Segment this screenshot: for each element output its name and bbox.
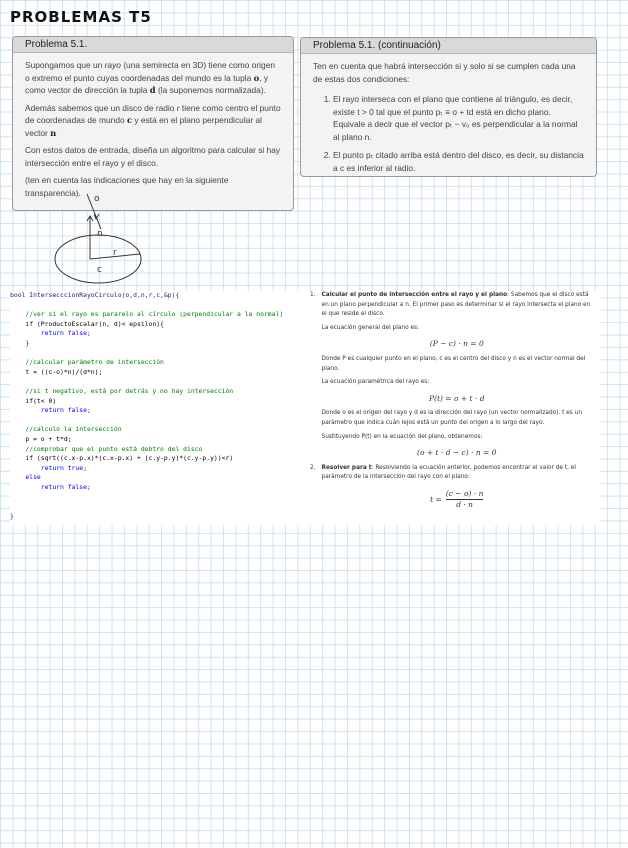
- code-line: return true;: [10, 463, 87, 472]
- code-line: return false;: [10, 482, 91, 491]
- radius-label: r: [113, 248, 117, 258]
- equation: (o + t · d − c) · n = 0: [417, 448, 497, 458]
- condition-item: 1. El rayo interseca con el plano que contiene al triángulo, es decir, existe t > 0 tal que el punto pₜ ≡ o + td está en dicho plano. Equivale a decir que el vector pₜ − v₀ es perpendicular a la normal al plano n.: [333, 93, 584, 143]
- code-line: [10, 377, 302, 387]
- solution-text: [302, 291, 600, 525]
- origin-label: o: [94, 194, 100, 204]
- code-line: if(t< 0): [10, 396, 57, 405]
- disk-sketch: [40, 192, 160, 287]
- text: La ecuación general del plano es:: [321, 324, 420, 331]
- code-line: if (sqrt((c.x-p.x)*(c.x-p.x) + (c.y-p.y)*(c.y-p.y))<r): [10, 454, 234, 463]
- condition-item: 2. El punto pₜ citado arriba está dentro del disco, es decir, su distancia a c es inferior al radio.: [333, 149, 584, 174]
- code-line: //calculo la intersección: [10, 425, 122, 434]
- step-2: Resolver para t: Resolviendo la ecuación anterior, podemos encontrar el valor de t, el parámetro de la intersección del rayo con el plano:: [321, 464, 576, 481]
- center-label: c: [97, 265, 102, 275]
- paragraph: Además sabemos que un disco de radio r tiene como centro el punto de coordenadas de mundo c y está en el plano perpendicular al vector n: [25, 102, 281, 138]
- code-line: //calcular parámetro de intersección: [10, 358, 164, 367]
- code-line: //ver si el rayo es pararelo al círculo (perpendicular a la normal): [10, 310, 284, 319]
- code-line: return false;: [10, 329, 91, 338]
- code-line: return false;: [10, 406, 91, 415]
- code-line: //si t negativo, está por detrás y no hay intersección: [10, 386, 234, 395]
- problem-box: [12, 36, 294, 211]
- page-title: PROBLEMAS T5: [10, 8, 152, 26]
- continuation-box: [300, 37, 597, 177]
- equation: (P − c) · n = 0: [429, 339, 484, 349]
- code-line: }: [10, 511, 14, 520]
- step-1: Calcular el punto de intersección entre el rayo y el plano: Sabemos que el disco está en un plano perpendicular a n. El primer paso es determinar si el rayo intersecta el plano en el que reside el disco.: [321, 292, 591, 318]
- code-line: t = ((c-o)*n)/(d*n);: [10, 367, 103, 376]
- code-line: [10, 301, 302, 311]
- code-line: [10, 416, 302, 426]
- paragraph: Supongamos que un rayo (una semirecta en 3D) tiene como origen o extremo el punto cuyas coordenadas del mundo es la tupla o, y como vector de dirección la tupla d (la suponemos normalizada).: [25, 60, 276, 95]
- code-line: p = o + t*d;: [10, 434, 72, 443]
- code-line: }: [10, 338, 30, 347]
- paragraph: (ten en cuenta las indicaciones que hay en la siguiente transparencia).: [25, 175, 229, 198]
- code-line: bool IntersecccionRayoCirculo(o,d,n,r,c,&p){: [10, 291, 180, 299]
- equation: P(t) = o + t · d: [429, 393, 485, 403]
- problem-header: Problema 5.1.: [13, 37, 293, 53]
- continuation-header: Problema 5.1. (continuación): [301, 38, 596, 54]
- text: Donde P es cualquier punto en el plano, c es el centro del disco y n es el vector normal del plano.: [321, 355, 586, 372]
- intro: Ten en cuenta que habrá intersección si y solo si se cumplen cada una de estas dos condiciones:: [313, 61, 576, 84]
- equation: t = $\frac{(c - o) \cdot n}{d \cdot n}$: [430, 488, 484, 509]
- code-line: else: [10, 473, 41, 482]
- normal-label: n: [97, 229, 103, 239]
- text: Sustituyendo P(t) en la ecuación del plano, obtenemos:: [321, 433, 483, 440]
- text: La ecuación paramétrica del rayo es:: [321, 379, 430, 386]
- step-number: 2.: [310, 464, 316, 471]
- step-number: 1.: [310, 292, 316, 298]
- code-line: //comprobar que el punto está debtro del disco: [10, 444, 203, 453]
- code-line: [10, 349, 302, 359]
- code-line: [10, 492, 302, 502]
- code-line: if (ProductoEscalar(n, d)< epsilon){: [10, 319, 164, 328]
- code-snippet: [10, 291, 302, 525]
- paragraph: Con estos datos de entrada, diseña un algoritmo para calcular si hay intersección entre el rayo y el disco.: [25, 145, 281, 168]
- code-line: [10, 502, 302, 512]
- text: Donde o es el origen del rayo y d es la dirección del rayo (un vector normalizado). t es un parámetro que indica cuán lejos está un punto del origen a lo largo del rayo.: [321, 410, 583, 426]
